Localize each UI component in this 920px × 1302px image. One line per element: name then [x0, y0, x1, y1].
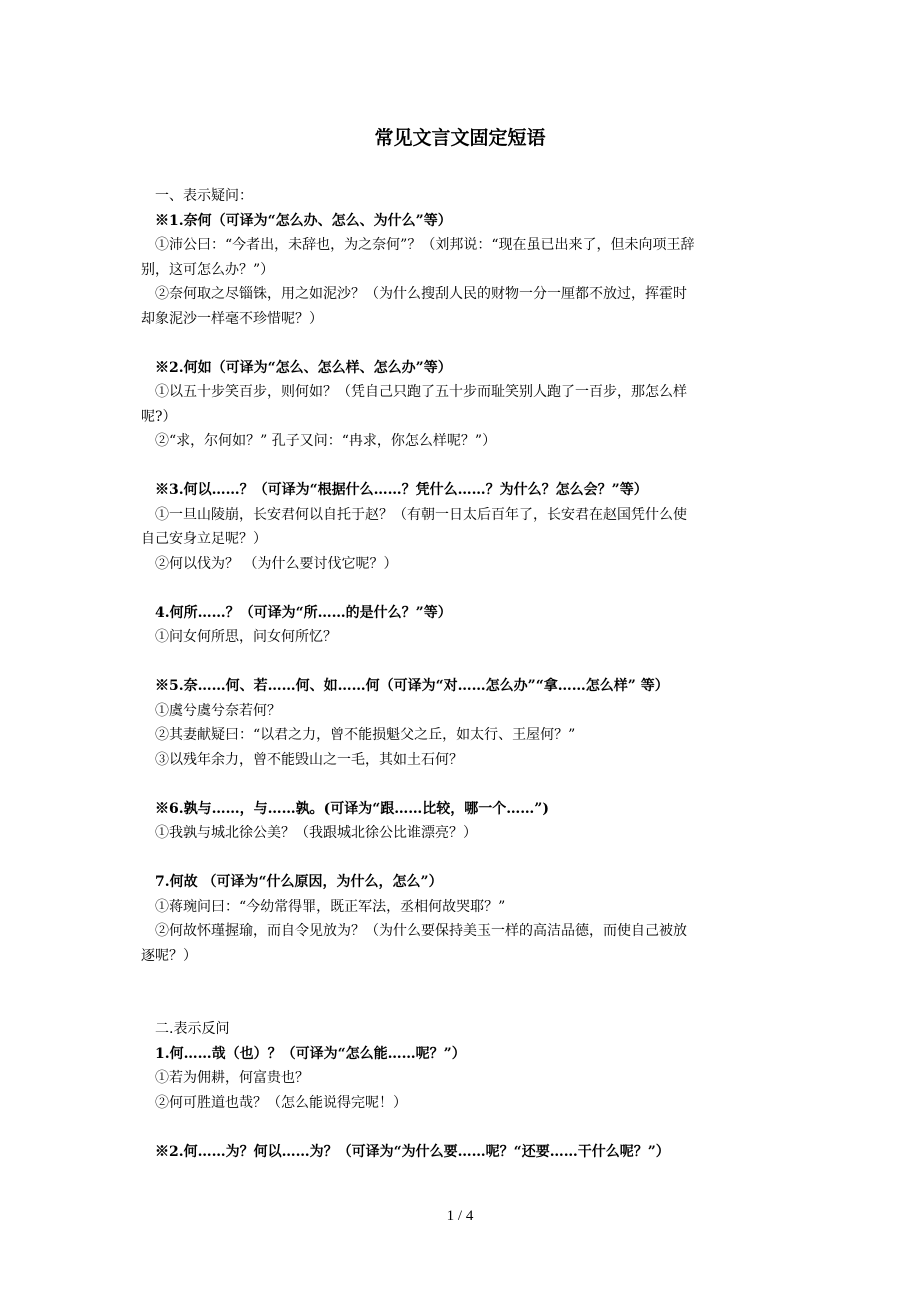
document-title: 常见文言文固定短语	[374, 127, 546, 149]
spacer	[141, 454, 781, 479]
spacer	[141, 968, 781, 1017]
phrase-heading: ※5.奈……何、若……何、如……何（可译为“对……怎么办”“拿……怎么样” 等）	[155, 678, 669, 694]
spacer	[141, 650, 781, 675]
spacer	[141, 1115, 781, 1140]
example-line: ①若为佣耕，何富贵也？	[155, 1070, 309, 1086]
example-line-continued: 逐呢？）	[141, 947, 197, 964]
phrase-heading: ※6.孰与……，与……孰。(可译为“跟……比较，哪一个……”)	[155, 800, 549, 817]
example-line: ②何可胜道也哉？（怎么能说得完呢！）	[155, 1094, 407, 1111]
example-line-continued: 却象泥沙一样毫不珍惜呢？）	[141, 310, 323, 327]
spacer	[141, 846, 781, 871]
example-line: ②何故怀瑾握瑜，而自令见放为？（为什么要保持美玉一样的高洁品德，而使自己被放	[155, 923, 687, 939]
example-line-continued: 别，这可怎么办？”）	[141, 261, 275, 278]
page-number: 1 / 4	[446, 1208, 474, 1224]
spacer	[141, 772, 781, 797]
example-line-continued: 自己安身立足呢？）	[141, 531, 267, 547]
example-line: ①以五十步笑百步，则何如？（凭自己只跑了五十步而耻笑别人跑了一百步，那怎么样	[155, 384, 687, 400]
example-line: ①问女何所思，问女何所忆？	[155, 629, 337, 645]
phrase-heading: ※3.何以……？（可译为“根据什么……？凭什么……？为什么？怎么会？”等）	[155, 482, 648, 498]
section-heading: 二.表示反问	[155, 1021, 230, 1037]
phrase-heading: 7.何故 （可译为“什么原因，为什么，怎么”）	[155, 874, 443, 890]
example-line: ①一旦山陵崩，长安君何以自托于赵？（有朝一日太后百年了，长安君在赵国凭什么使	[155, 506, 687, 523]
example-line: ③以残年余力，曾不能毁山之一毛，其如土石何？	[155, 751, 463, 768]
example-line: ②奈何取之尽锱铢，用之如泥沙？（为什么搜刮人民的财物一分一厘都不放过，挥霍时	[155, 286, 687, 302]
phrase-heading: ※1.奈何（可译为“怎么办、怎么、为什么”等）	[155, 212, 452, 229]
example-line: ①蒋琬问曰：“今幼常得罪，既正军法，丞相何故哭耶？”	[155, 898, 506, 915]
spacer	[141, 576, 781, 601]
document-body	[141, 184, 781, 1164]
example-line: ②何以伐为？ （为什么要讨伐它呢？）	[155, 555, 398, 572]
example-line: ①虞兮虞兮奈若何？	[155, 702, 281, 719]
section-heading: 一、表示疑问：	[155, 188, 253, 204]
phrase-heading: ※2.何……为？何以……为？（可译为“为什么要……呢？“还要……干什么呢？”）	[155, 1143, 670, 1160]
example-line: ②其妻献疑曰：“以君之力，曾不能损魁父之丘，如太行、王屋何？”	[155, 727, 576, 743]
spacer	[141, 331, 781, 356]
example-line-continued: 呢?）	[141, 408, 177, 425]
phrase-heading: ※2.何如（可译为“怎么、怎么样、怎么办”等）	[155, 359, 452, 376]
example-line: ①沛公曰：“今者出，未辞也，为之奈何”？（刘邦说：“现在虽已出来了，但未向项王辞	[155, 237, 695, 253]
phrase-heading: 1.何……哉（也）？（可译为“怎么能……呢？”）	[155, 1045, 466, 1062]
phrase-heading: 4.何所……？（可译为“所……的是什么？”等）	[155, 604, 452, 621]
example-line: ①我孰与城北徐公美？（我跟城北徐公比谁漂亮？）	[155, 825, 477, 841]
example-line: ②“求，尔何如？” 孔子又问：“冉求，你怎么样呢？”）	[155, 433, 497, 449]
